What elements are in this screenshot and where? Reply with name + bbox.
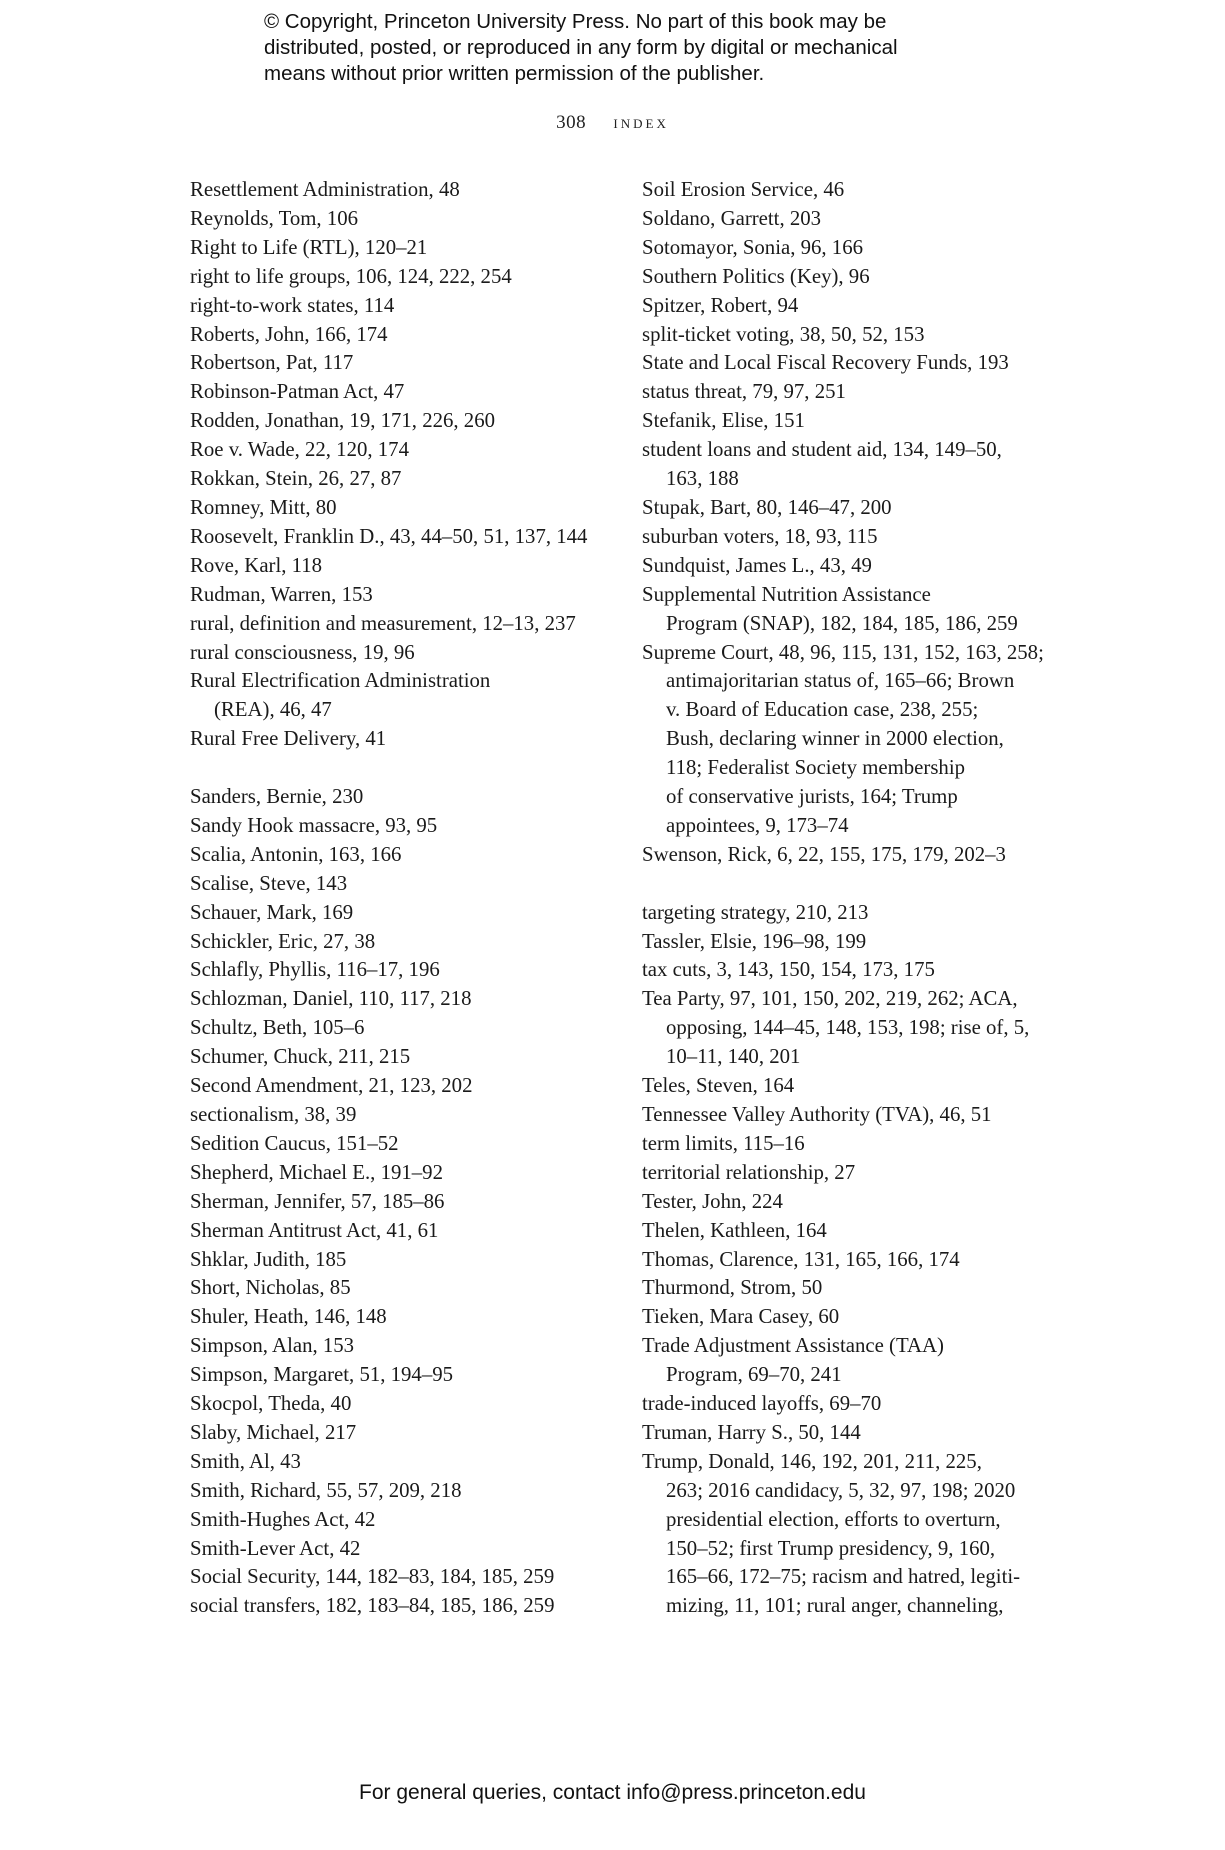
index-entry-line: Short, Nicholas, 85 bbox=[190, 1276, 351, 1300]
copyright-notice bbox=[264, 9, 1024, 87]
index-entry-line: Stupak, Bart, 80, 146–47, 200 bbox=[642, 495, 892, 519]
index-entry-line: Tennessee Valley Authority (TVA), 46, 51 bbox=[642, 1102, 992, 1126]
index-entry-line: Rural Free Delivery, 41 bbox=[190, 727, 387, 751]
footer-contact: For general queries, contact info@press.princeton.edu bbox=[359, 1781, 866, 1804]
index-entry-line: targeting strategy, 210, 213 bbox=[642, 900, 869, 924]
index-entry-line: Skocpol, Theda, 40 bbox=[190, 1392, 352, 1416]
index-entry-line: territorial relationship, 27 bbox=[642, 1160, 856, 1184]
index-entry-line: Reynolds, Tom, 106 bbox=[190, 206, 359, 230]
running-head bbox=[0, 112, 1225, 134]
index-entry-line: right to life groups, 106, 124, 222, 254 bbox=[190, 264, 512, 288]
index-entry-line: (REA), 46, 47 bbox=[214, 698, 332, 722]
index-entry-line: Shklar, Judith, 185 bbox=[190, 1247, 347, 1271]
index-entry-line: Swenson, Rick, 6, 22, 155, 175, 179, 202–3 bbox=[642, 842, 1006, 866]
index-entry-line: 10–11, 140, 201 bbox=[666, 1045, 801, 1069]
index-entry-line: Rove, Karl, 118 bbox=[190, 553, 323, 577]
index-entry-line: Stefanik, Elise, 151 bbox=[642, 409, 805, 433]
index-entry-line: 165–66, 172–75; racism and hatred, legiti- bbox=[666, 1565, 1021, 1589]
index-entry-line: Rudman, Warren, 153 bbox=[190, 582, 373, 606]
index-entry-line: Shuler, Heath, 146, 148 bbox=[190, 1305, 387, 1329]
index-entry-line: Simpson, Margaret, 51, 194–95 bbox=[190, 1363, 454, 1387]
index-entry-line: Soil Erosion Service, 46 bbox=[642, 178, 845, 201]
index-entry-line: Scalise, Steve, 143 bbox=[190, 871, 348, 895]
index-entry-line: split-ticket voting, 38, 50, 52, 153 bbox=[642, 322, 925, 346]
copyright-line: means without prior written permission of the publisher. bbox=[264, 62, 765, 85]
index-entry-line: Robinson-Patman Act, 47 bbox=[190, 380, 405, 404]
index-entry-line: Thomas, Clarence, 131, 165, 166, 174 bbox=[642, 1247, 960, 1271]
index-entry-line: appointees, 9, 173–74 bbox=[666, 813, 849, 837]
index-entry-line: suburban voters, 18, 93, 115 bbox=[642, 524, 878, 548]
index-entry-line: Sedition Caucus, 151–52 bbox=[190, 1131, 399, 1155]
index-entry-line: presidential election, efforts to overturn, bbox=[666, 1507, 1001, 1531]
index-entry-line: Sherman, Jennifer, 57, 185–86 bbox=[190, 1189, 445, 1213]
index-entry-line: Thurmond, Strom, 50 bbox=[642, 1276, 823, 1300]
index-entry-line: Schlafly, Phyllis, 116–17, 196 bbox=[190, 958, 440, 982]
index-entry-line: social transfers, 182, 183–84, 185, 186, 259 bbox=[190, 1594, 555, 1618]
index-entry-line: Sotomayor, Sonia, 96, 166 bbox=[642, 235, 863, 259]
index-entry-line: State and Local Fiscal Recovery Funds, 193 bbox=[642, 351, 1009, 375]
index-entry-line: Thelen, Kathleen, 164 bbox=[642, 1218, 827, 1242]
index-entry-line: Tester, John, 224 bbox=[642, 1189, 783, 1213]
index-entry-line: Shepherd, Michael E., 191–92 bbox=[190, 1160, 443, 1184]
index-entry-line: tax cuts, 3, 143, 150, 154, 173, 175 bbox=[642, 958, 935, 982]
index-entry-line: Right to Life (RTL), 120–21 bbox=[190, 235, 428, 259]
index-section-gap bbox=[190, 754, 620, 783]
index-entry-line: Sundquist, James L., 43, 49 bbox=[642, 553, 872, 577]
index-entry-line: Simpson, Alan, 153 bbox=[190, 1334, 355, 1358]
index-entry-line: Smith-Lever Act, 42 bbox=[190, 1536, 361, 1560]
index-entry-line: Sanders, Bernie, 230 bbox=[190, 785, 364, 809]
index-entry-line: Tassler, Elsie, 196–98, 199 bbox=[642, 929, 867, 953]
index-entry-line: Program (SNAP), 182, 184, 185, 186, 259 bbox=[666, 611, 1018, 635]
index-entry-line: Social Security, 144, 182–83, 184, 185, 259 bbox=[190, 1565, 555, 1589]
copyright-line: © Copyright, Princeton University Press. No part of this book may be bbox=[264, 10, 887, 33]
index-entry-line: Tea Party, 97, 101, 150, 202, 219, 262; ACA, bbox=[642, 987, 1018, 1011]
index-entry-line: of conservative jurists, 164; Trump bbox=[666, 785, 958, 809]
index-entry-line: Schauer, Mark, 169 bbox=[190, 900, 354, 924]
index-entry-line: Smith, Richard, 55, 57, 209, 218 bbox=[190, 1478, 462, 1502]
index-entry-line: trade-induced layoffs, 69–70 bbox=[642, 1392, 882, 1416]
index-entry-line: Soldano, Garrett, 203 bbox=[642, 206, 822, 230]
index-entry-line: Supreme Court, 48, 96, 115, 131, 152, 163, 258; bbox=[642, 640, 1044, 664]
page-number: 308 bbox=[556, 112, 587, 133]
index-entry-line: right-to-work states, 114 bbox=[190, 293, 395, 317]
index-entry-line: Teles, Steven, 164 bbox=[642, 1074, 795, 1098]
index-entry-line: term limits, 115–16 bbox=[642, 1131, 805, 1155]
index-entry-line: sectionalism, 38, 39 bbox=[190, 1102, 357, 1126]
index-entry-line: Roe v. Wade, 22, 120, 174 bbox=[190, 438, 409, 462]
index-entry-line: 163, 188 bbox=[666, 467, 739, 491]
index-entry-line: Slaby, Michael, 217 bbox=[190, 1420, 357, 1444]
index-entry-line: antimajoritarian status of, 165–66; Brown bbox=[666, 669, 1015, 693]
index-entry-line: Smith-Hughes Act, 42 bbox=[190, 1507, 376, 1531]
index-entry-line: opposing, 144–45, 148, 153, 198; rise of, 5, bbox=[666, 1016, 1030, 1040]
index-entry-line: Rodden, Jonathan, 19, 171, 226, 260 bbox=[190, 409, 495, 433]
index-entry-line: Schultz, Beth, 105–6 bbox=[190, 1016, 365, 1040]
index-entry-line: Bush, declaring winner in 2000 election, bbox=[666, 727, 1004, 751]
index-entry-line: Rural Electrification Administration bbox=[190, 669, 491, 693]
index-entry-line: Spitzer, Robert, 94 bbox=[642, 293, 799, 317]
index-entry-line: Supplemental Nutrition Assistance bbox=[642, 582, 931, 606]
index-entry-line: Second Amendment, 21, 123, 202 bbox=[190, 1074, 473, 1098]
index-entry-line: Southern Politics (Key), 96 bbox=[642, 264, 870, 288]
index-entry-line: Roberts, John, 166, 174 bbox=[190, 322, 388, 346]
index-entry-line: Rokkan, Stein, 26, 27, 87 bbox=[190, 467, 402, 491]
index-entry-line: Trade Adjustment Assistance (TAA) bbox=[642, 1334, 944, 1358]
index-entry-line: Roosevelt, Franklin D., 43, 44–50, 51, 137, 144 bbox=[190, 524, 588, 548]
copyright-line: distributed, posted, or reproduced in any form by digital or mechanical bbox=[264, 36, 898, 59]
index-entry-line: 263; 2016 candidacy, 5, 32, 97, 198; 2020 bbox=[666, 1478, 1016, 1502]
index-entry-line: rural, definition and measurement, 12–13, 237 bbox=[190, 611, 576, 635]
index-entry-line: Scalia, Antonin, 163, 166 bbox=[190, 842, 402, 866]
index-entry-line: student loans and student aid, 134, 149–50, bbox=[642, 438, 1002, 462]
index-entry-line: v. Board of Education case, 238, 255; bbox=[666, 698, 979, 722]
index-entry-line: Schickler, Eric, 27, 38 bbox=[190, 929, 376, 953]
index-entry-line: status threat, 79, 97, 251 bbox=[642, 380, 846, 404]
index-entry-line: Trump, Donald, 146, 192, 201, 211, 225, bbox=[642, 1449, 982, 1473]
index-column-right bbox=[642, 176, 1062, 1621]
index-entry-line: 118; Federalist Society membership bbox=[666, 756, 965, 780]
index-entry-line: Tieken, Mara Casey, 60 bbox=[642, 1305, 840, 1329]
index-entry-line: rural consciousness, 19, 96 bbox=[190, 640, 415, 664]
index-entry-line: Sandy Hook massacre, 93, 95 bbox=[190, 813, 438, 837]
index-entry-line: Smith, Al, 43 bbox=[190, 1449, 301, 1473]
index-entry-line: Resettlement Administration, 48 bbox=[190, 178, 460, 201]
index-column-left bbox=[190, 176, 620, 1621]
index-entry-line: Schumer, Chuck, 211, 215 bbox=[190, 1045, 411, 1069]
index-entry-line: Robertson, Pat, 117 bbox=[190, 351, 354, 375]
index-entry-line: 150–52; first Trump presidency, 9, 160, bbox=[666, 1536, 996, 1560]
index-entry-line: Program, 69–70, 241 bbox=[666, 1363, 842, 1387]
index-entry-line: Schlozman, Daniel, 110, 117, 218 bbox=[190, 987, 472, 1011]
index-entry-line: Sherman Antitrust Act, 41, 61 bbox=[190, 1218, 439, 1242]
index-section-gap bbox=[642, 870, 1062, 899]
index-entry-line: Truman, Harry S., 50, 144 bbox=[642, 1420, 861, 1444]
index-entry-line: mizing, 11, 101; rural anger, channeling, bbox=[666, 1594, 1004, 1618]
index-entry-line: Romney, Mitt, 80 bbox=[190, 495, 337, 519]
running-title: index bbox=[613, 112, 669, 133]
